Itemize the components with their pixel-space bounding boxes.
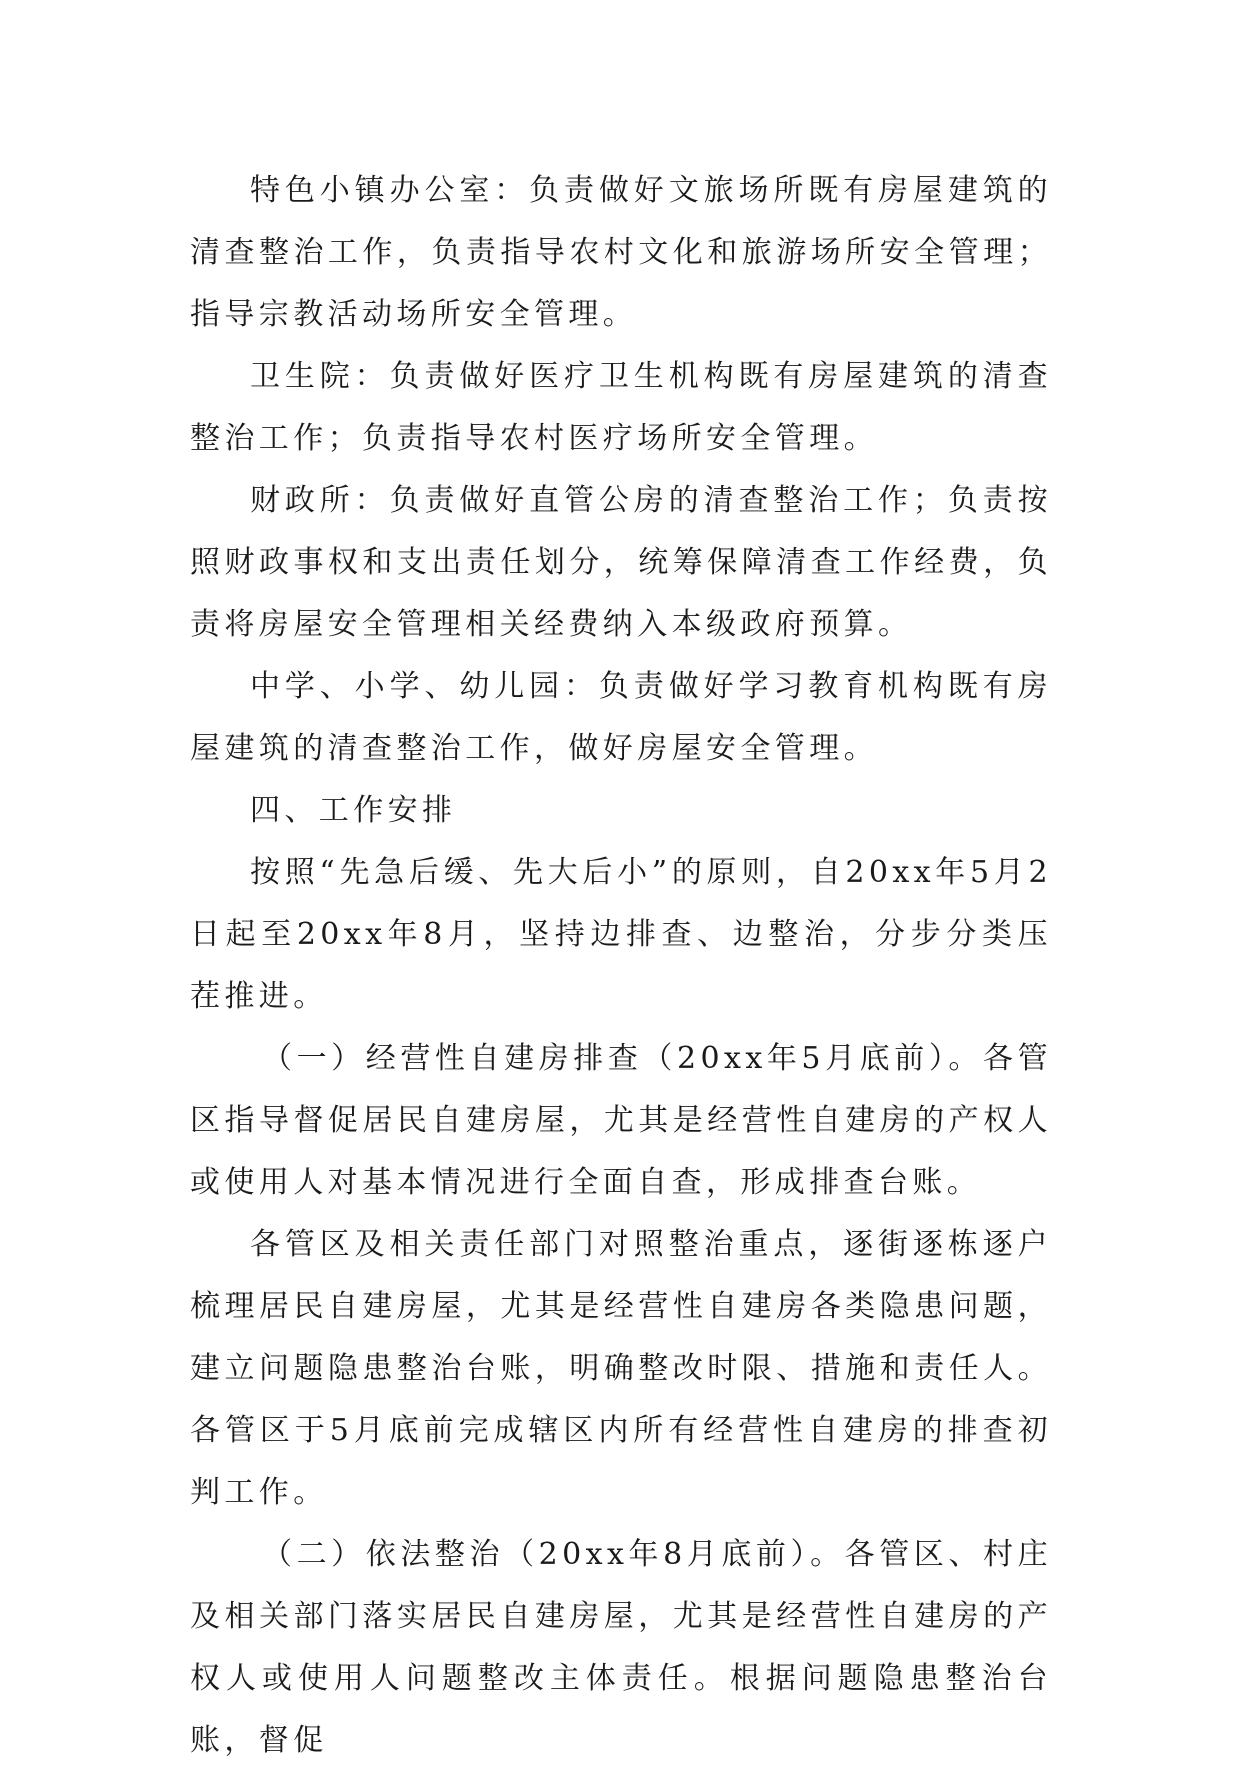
paragraph-schools: 中学、小学、幼儿园：负责做好学习教育机构既有房屋建筑的清查整治工作，做好房屋安全管理。 [190, 669, 1052, 766]
paragraph-step-two-rectification: （二）依法整治（20xx年8月底前）。各管区、村庄及相关部门落实居民自建房屋，尤其是经营性自建房的产权人或使用人问题整改主体责任。根据问题隐患整治台账，督促 [190, 1537, 1052, 1758]
document-body [190, 160, 1052, 1772]
paragraph-special-town-office: 特色小镇办公室：负责做好文旅场所既有房屋建筑的清查整治工作，负责指导农村文化和旅游场所安全管理；指导宗教活动场所安全管理。 [190, 173, 1052, 332]
paragraph-step-one-investigation: （一）经营性自建房排查（20xx年5月底前）。各管区指导督促居民自建房屋，尤其是经营性自建房的产权人或使用人对基本情况进行全面自查，形成排查台账。 [190, 1041, 1052, 1200]
section-heading-work-arrangement: 四、工作安排 [250, 793, 457, 828]
paragraph-health-center: 卫生院：负责做好医疗卫生机构既有房屋建筑的清查整治工作；负责指导农村医疗场所安全管理。 [190, 359, 1052, 456]
paragraph-finance-office: 财政所：负责做好直管公房的清查整治工作；负责按照财政事权和支出责任划分，统筹保障清查工作经费，负责将房屋安全管理相关经费纳入本级政府预算。 [190, 483, 1052, 642]
paragraph-district-review: 各管区及相关责任部门对照整治重点，逐街逐栋逐户梳理居民自建房屋，尤其是经营性自建房各类隐患问题，建立问题隐患整治台账，明确整改时限、措施和责任人。各管区于5月底前完成辖区内所有经营性自建房的排查初判工作。 [190, 1227, 1052, 1510]
paragraph-principle: 按照“先急后缓、先大后小”的原则，自20xx年5月2日起至20xx年8月，坚持边排查、边整治，分步分类压茬推进。 [190, 855, 1052, 1014]
